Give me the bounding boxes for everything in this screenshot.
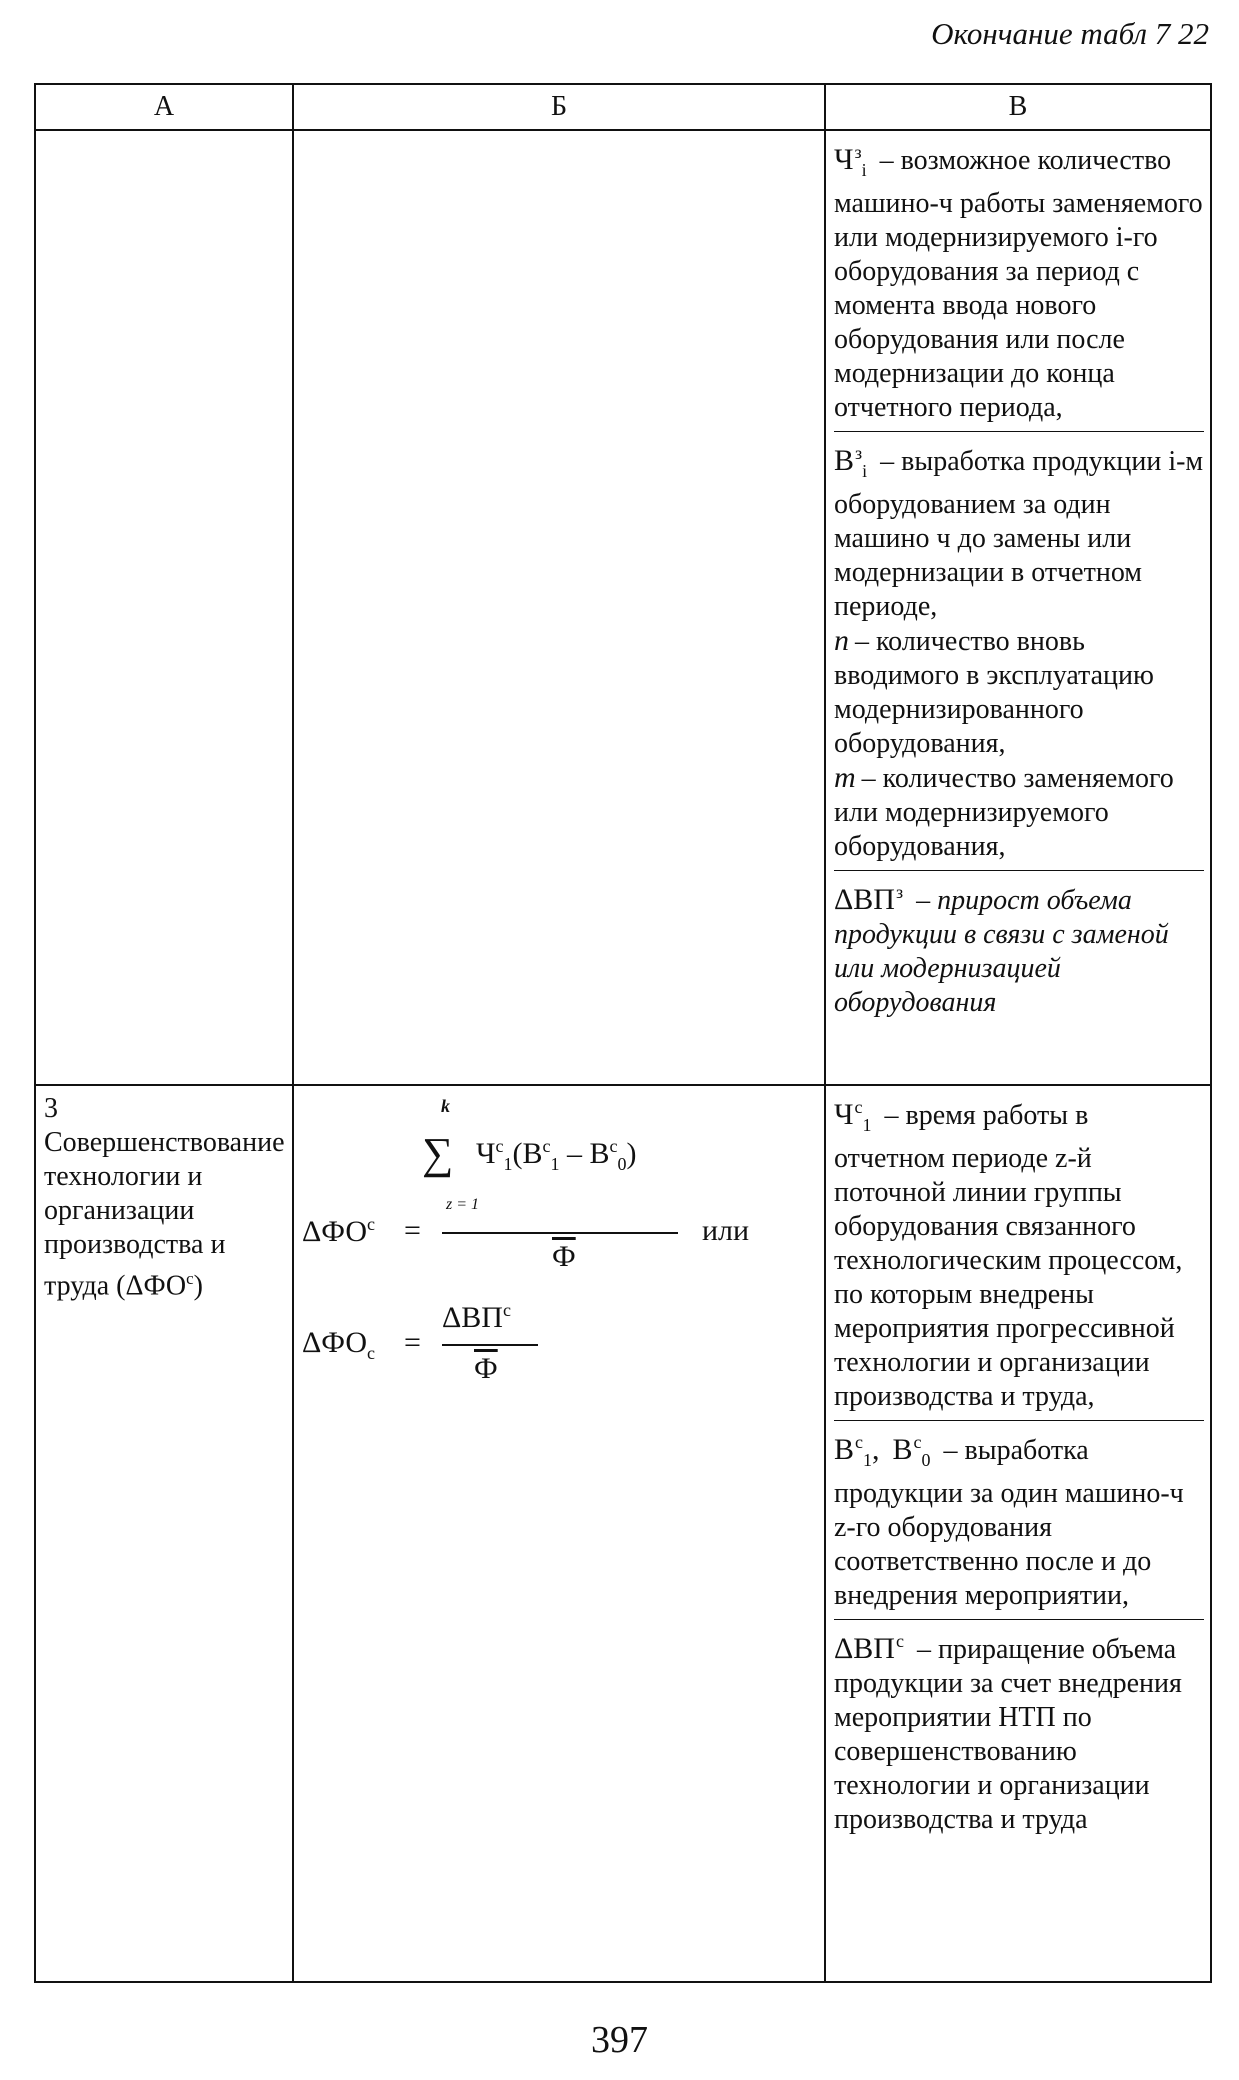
equals-sign-1: = [404,1214,421,1247]
symbol-ch-c: $Ч^с_1$ [834,1097,872,1135]
table-caption: Окончание табл 7 22 [931,16,1209,51]
equals-sign-2: = [404,1326,421,1359]
definition-v-c: $В^с_1$, $В^с_0$ – выработка продукции за один машино-ч z-го оборудования соответственно после и до внедрения мероприятии, [834,1420,1204,1619]
main-table [34,83,1212,1983]
definition-ch-c: $Ч^с_1$ – время работы в отчетном периоде z-й поточной линии группы оборудования связанного технологическим процессом, по которым внедрены мероприятия прогрессивной технологии и организации производства и труда, [834,1086,1204,1420]
row1-cell-c [825,130,1211,1085]
symbol-v-z: $В^з_i$ [834,443,868,481]
denominator-2: Ф [474,1352,498,1385]
table-row-1 [35,130,1211,1085]
row2-cell-a: 3 Совершенствование технологии и организации производства и труда $(\Delta ФО^с)$ [35,1085,293,1982]
lhs-dfo-c: $\Delta ФО^с$ [302,1214,376,1248]
numerator-2: $\Delta ВП^с$ [442,1300,511,1334]
header-b: Б [293,84,825,130]
denominator-1: Ф [552,1240,576,1273]
table-row-2 [35,1085,1211,1982]
symbol-m: m [834,761,856,794]
symbol-dvp-z: $\Delta ВП^з$ [834,882,904,916]
sum-sign: ∑ [422,1129,454,1178]
numerator-1: $Ч^с_1(В^с_1 - В^с_0)$ [476,1136,637,1174]
row2-cell-b [293,1085,825,1982]
header-a: А [35,84,293,130]
symbol-ch-z: $Ч^з_i$ [834,142,867,180]
symbol-dvp-c: $\Delta ВП^с$ [834,1631,904,1665]
fraction-bar-2 [442,1344,538,1346]
symbol-v0-c: $В^с_0$ [892,1432,931,1470]
sum-lower-limit: z = 1 [446,1196,480,1213]
row1-cell-a [35,130,293,1085]
definition-dvp-z: $\Delta ВП^з$ – прирост объема продукции в связи с заменой или модернизацией оборудования [834,870,1204,1026]
page-number: 397 [591,2019,648,2061]
row1-cell-b [293,130,825,1085]
symbol-v1-c: $В^с_1$, [834,1432,880,1470]
definition-ch-z: $Ч^з_i$ – возможное количество машино-ч работы заменяемого или модернизируемого i-го оборудования за период с момента ввода нового оборудования или после модернизации до конца отчетного периода, [834,131,1204,431]
header-c: В [825,84,1211,130]
sum-upper-limit: k [441,1096,450,1116]
or-word: или [702,1214,750,1247]
symbol-n: n [834,624,849,657]
definition-dvp-c: $\Delta ВП^с$ – приращение объема продукции за счет внедрения мероприятии НТП по совершенствованию технологии и организации производства и труда [834,1619,1204,1843]
definition-v-z: $В^з_i$ – выработка продукции i-м оборудованием за один машино ч до замены или модернизации в отчетном периоде, n – количество вновь вводимого в эксплуатацию модернизированного оборудования, m – количество заменяемого или модернизируемого оборудования, [834,431,1204,870]
row2-cell-c [825,1085,1211,1982]
fraction-bar-1 [442,1232,678,1234]
lhs-dfo-c-2: $\Delta ФО_с$ [302,1326,376,1363]
header-row [35,84,1211,130]
formula-block [294,1086,824,1606]
